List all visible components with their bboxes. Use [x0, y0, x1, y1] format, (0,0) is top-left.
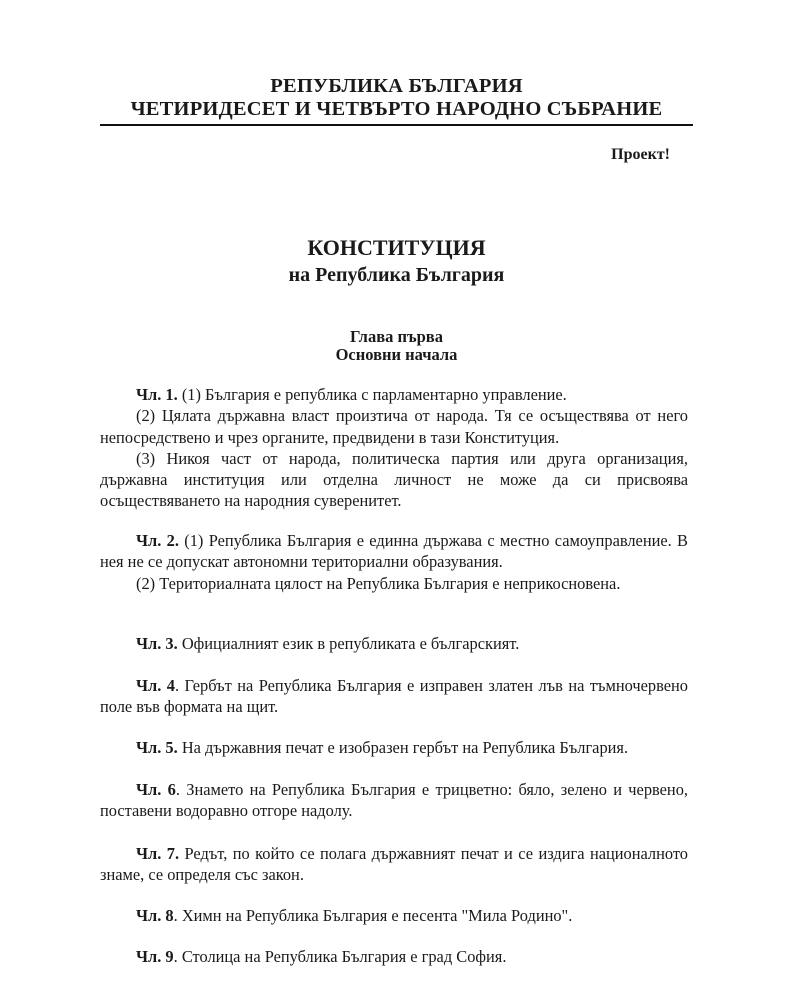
article-number: Чл. 2. — [136, 531, 179, 550]
header-country: РЕПУБЛИКА БЪЛГАРИЯ — [270, 75, 523, 97]
article-paragraph: Чл. 6. Знамето на Република България е трицветно: бяло, зелено и червено, поставени водоравно отгоре надолу. — [100, 780, 688, 821]
article-paragraph: Чл. 1. (1) България е република с парламентарно управление. — [136, 385, 567, 404]
article-6 — [100, 779, 688, 822]
document-title: КОНСТИТУЦИЯ — [307, 235, 486, 260]
article-paragraph: Чл. 7. Редът, по който се полага държавният печат и се издига националното знаме, се определя със закон. — [100, 844, 688, 885]
article-2 — [100, 530, 688, 594]
draft-label: Проект! — [611, 146, 670, 163]
article-number: Чл. 9 — [136, 947, 174, 966]
article-number: Чл. 1. — [136, 385, 178, 404]
article-5 — [100, 737, 688, 758]
article-paragraph: Чл. 8. Химн на Република България е песента "Мила Родино". — [136, 906, 573, 925]
header-assembly: ЧЕТИРИДЕСЕТ И ЧЕТВЪРТО НАРОДНО СЪБРАНИЕ — [130, 98, 663, 120]
article-number: Чл. 6 — [136, 780, 176, 799]
article-number: Чл. 4 — [136, 676, 175, 695]
article-number: Чл. 5. — [136, 738, 178, 757]
article-3 — [100, 633, 688, 654]
article-paragraph: Чл. 9. Столица на Република България е град София. — [136, 947, 507, 966]
article-8 — [100, 905, 688, 926]
article-paragraph: (2) Цялата държавна власт произтича от народа. Тя се осъществява от него непосредствено и чрез органите, предвидени в тази Конституция. — [100, 406, 688, 447]
article-paragraph: Чл. 4. Гербът на Република България е изправен златен лъв на тъмночервено поле във формата на щит. — [100, 676, 688, 717]
article-paragraph: Чл. 5. На държавния печат е изобразен гербът на Република България. — [136, 738, 629, 757]
chapter-number: Глава първа — [350, 327, 443, 346]
article-number: Чл. 8 — [136, 906, 174, 925]
article-paragraph: (2) Териториалната цялост на Република България е неприкосновена. — [136, 573, 621, 593]
article-9 — [100, 946, 688, 967]
article-7 — [100, 843, 688, 886]
document-subtitle: на Република България — [288, 264, 505, 286]
article-number: Чл. 3. — [136, 634, 178, 653]
article-4 — [100, 675, 688, 718]
article-1 — [100, 384, 688, 512]
chapter-name: Основни начала — [335, 345, 458, 364]
article-paragraph: Чл. 3. Официалният език в републиката е българският. — [136, 634, 520, 653]
header-rule — [100, 124, 693, 126]
article-number: Чл. 7. — [136, 844, 180, 863]
article-paragraph: (3) Никоя част от народа, политическа партия или друга организация, държавна институция или отделна личност не може да си присвоява осъществяването на народния суверенитет. — [100, 448, 688, 511]
article-paragraph: Чл. 2. (1) Република България е единна държава с местно самоуправление. В нея не се допускат автономни териториални образувания. — [100, 531, 688, 572]
